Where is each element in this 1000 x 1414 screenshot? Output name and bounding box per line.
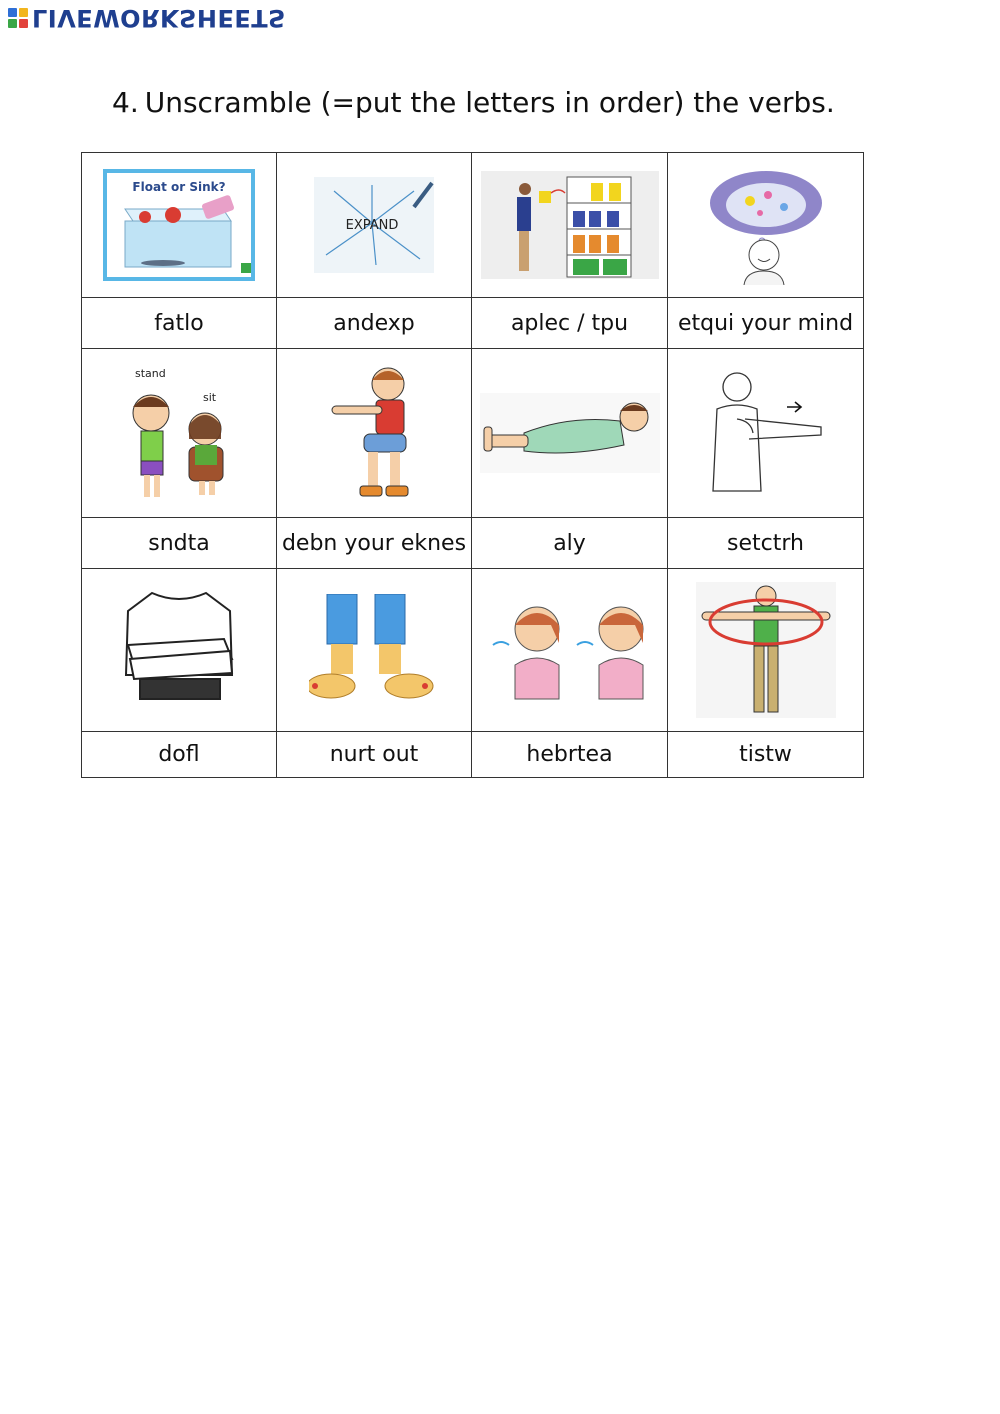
picture-row (82, 569, 864, 732)
scrambled-word: aly (472, 518, 668, 569)
picture-cell-fold (82, 569, 277, 732)
lying-down-illustration (480, 393, 660, 473)
apple-icon (139, 211, 151, 223)
exercise-heading (112, 86, 835, 119)
arrow-right-icon (787, 402, 801, 412)
word-row (82, 298, 864, 349)
scrambled-word: hebrtea (472, 732, 668, 778)
scrambled-word: nurt out (277, 732, 472, 778)
picture-cell-expand (277, 153, 472, 298)
expand-illustration (314, 177, 434, 273)
logo-block-yellow (19, 8, 28, 17)
exercise-number: 4. (112, 86, 139, 119)
folded-arms-illustration (114, 585, 244, 715)
picture-cell-quiet-mind (668, 153, 864, 298)
picture-row (82, 349, 864, 518)
picture-cell-stretch (668, 349, 864, 518)
sit-label: sit (203, 391, 217, 404)
picture-cell-lay (472, 349, 668, 518)
logo-text: LIVEWORKSHEETS (32, 4, 286, 32)
stand-label: stand (135, 367, 166, 380)
float-or-sink-illustration (103, 169, 255, 281)
scrambled-word: sndta (82, 518, 277, 569)
logo-block-red (19, 19, 28, 28)
twist-illustration (696, 582, 836, 718)
scrambled-word: andexp (277, 298, 472, 349)
quiet-mind-illustration (706, 165, 826, 285)
logo-block-blue (8, 8, 17, 17)
word-row (82, 518, 864, 569)
exercise-instruction: Unscramble (=put the letters in order) the verbs. (144, 86, 835, 119)
scrambled-word: setctrh (668, 518, 864, 569)
picture-cell-stand (82, 349, 277, 518)
worksheet-table (81, 152, 864, 778)
turned-out-feet-illustration (309, 594, 439, 706)
bend-knees-illustration (324, 358, 424, 508)
liveworksheets-logo (8, 4, 286, 32)
float-or-sink-title: Float or Sink? (132, 180, 226, 194)
picture-cell-breathe (472, 569, 668, 732)
picture-cell-bend-knees (277, 349, 472, 518)
scrambled-word: debn your eknes (277, 518, 472, 569)
logo-block-green (8, 19, 17, 28)
logo-blocks-icon (8, 8, 28, 28)
scrambled-word: dofl (82, 732, 277, 778)
stand-and-sit-illustration (119, 363, 239, 503)
scrambled-word: tistw (668, 732, 864, 778)
picture-row (82, 153, 864, 298)
stretch-illustration (701, 363, 831, 503)
picture-cell-twist (668, 569, 864, 732)
picture-cell-turn-out (277, 569, 472, 732)
scrambled-word: fatlo (82, 298, 277, 349)
word-row (82, 732, 864, 778)
picture-cell-float (82, 153, 277, 298)
scrambled-word: etqui your mind (668, 298, 864, 349)
scrambled-word: aplec / tpu (472, 298, 668, 349)
breathe-illustration (485, 595, 655, 705)
picture-cell-place (472, 153, 668, 298)
expand-word: EXPAND (345, 218, 399, 233)
place-on-shelf-illustration (481, 171, 659, 279)
